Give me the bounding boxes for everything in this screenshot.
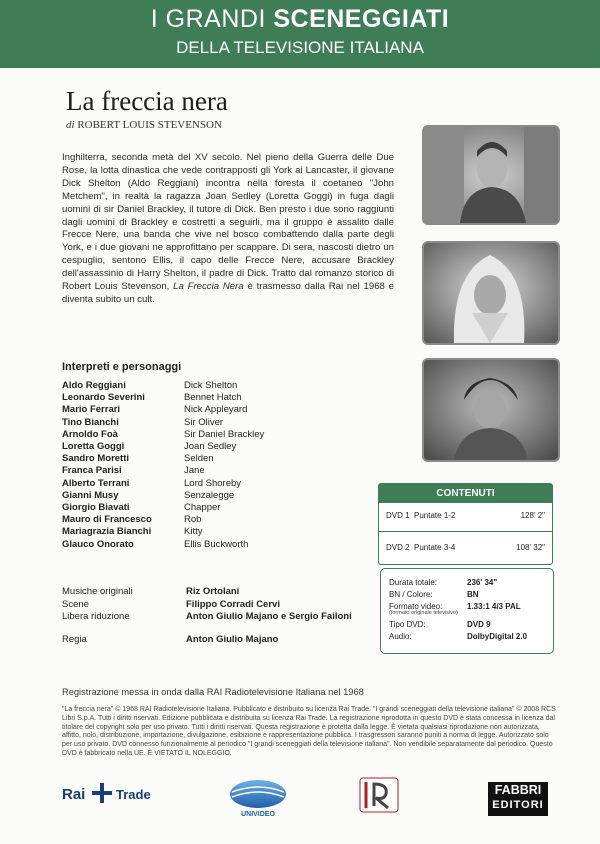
credit-row: [62, 611, 352, 624]
univideo-logo: [228, 778, 288, 818]
registration-note: Registrazione messa in onda dalla RAI Radiotelevisione Italiana nel 1968: [62, 687, 364, 697]
cast-character: Rob: [184, 514, 202, 526]
cast-actor: Mauro di Francesco: [62, 514, 152, 526]
spec-format: Formato video: 1.33:1 4/3 PAL: [389, 602, 521, 611]
cast-row: [62, 441, 264, 453]
cast-actor: Aldo Reggiani: [62, 380, 126, 391]
dvd-duration: 128' 2": [520, 511, 545, 520]
credit-name: Anton Giulio Majano e Sergio Failoni: [186, 611, 352, 623]
dvd-label: DVD 1: [386, 511, 410, 520]
cast-row: [62, 539, 264, 551]
series-title-thin: I GRANDI: [150, 5, 266, 33]
contents-heading: CONTENUTI: [379, 484, 552, 503]
cast-row: [62, 417, 264, 429]
cast-actor: Franca Parisi: [62, 465, 122, 477]
contents-box: [378, 483, 553, 565]
series-title-bold: SCENEGGIATI: [273, 5, 450, 33]
cast-actor: Glauco Onorato: [62, 538, 134, 550]
fabbri-text: FABBRI: [494, 783, 542, 797]
synopsis-italic-title: La Freccia Nera: [173, 281, 244, 293]
cast-heading: Interpreti e personaggi: [62, 361, 182, 373]
dvd-label: DVD 2: [386, 543, 410, 552]
cast-actor: Gianni Musy: [62, 489, 119, 501]
cast-actor: Arnoldo Foà: [62, 428, 118, 440]
cast-actor: Tino Bianchi: [62, 416, 119, 428]
spec-dvd-type: Tipo DVD: DVD 9: [389, 620, 491, 629]
spec-duration: Durata totale: 236' 34": [389, 578, 498, 587]
regia-name: Anton Giulio Majano: [186, 633, 279, 645]
cast-row: [62, 526, 264, 538]
cast-character: Sir Oliver: [184, 416, 224, 428]
cast-character: Kitty: [184, 526, 203, 538]
cast-row: [62, 404, 264, 416]
cast-character: Ellis Buckworth: [184, 538, 249, 550]
legal-notice: "La freccia nera" © 1968 RAI Radiotelevisione Italiana. Pubblicato e distribuito su licenza Rai Trade. "I grandi sceneggiati della televisione italiana" © 2008 RCS Libri S.p.A. Tutti i diritti riservati. Edizione pubblicata e distribuita su licenza Rai Trade. La registrazione riprodotta in questo DVD è stata concessa in licenza dal titolare del copyright solo per uso privato. Tutti i diritti riservati. Questa registrazione è protetta dalla legge. È vietata qualsiasi riproduzione non autorizzata, affitto, nolo, distribuzione, importazione, divulgazione, esibizione e rappresentazione pubblica. I trasgressori saranno puniti a norma di legge. Autorizzato solo per uso privato. DVD connesso funzionalmente al periodico "I grandi sceneggiati della televisione italiana". Non vendibile separatamente dal periodico. Questo DVD è fabbricato nella UE. È VIETATO IL NOLEGGIO.: [62, 706, 556, 757]
cast-character: Nick Appleyard: [184, 404, 248, 416]
trade-logo-text: Trade: [116, 787, 151, 802]
cast-character: Selden: [184, 453, 214, 465]
cast-actor: Sandro Moretti: [62, 453, 130, 465]
cast-character: Lord Shoreby: [184, 477, 242, 489]
cast-row: [62, 380, 264, 392]
dvd-row: [386, 543, 545, 552]
credit-row: [62, 599, 352, 612]
univideo-text: UNIVIDEO: [241, 811, 275, 818]
cast-row: [62, 502, 264, 514]
dvd-row: [386, 511, 545, 520]
cast-actor: Mario Ferrari: [62, 404, 121, 416]
video-editors-logo: [358, 776, 400, 814]
dvd-episodes: Puntate 3-4: [414, 543, 456, 552]
cast-actor: Loretta Goggi: [62, 441, 125, 453]
cast-row: [62, 465, 264, 477]
series-header: [0, 0, 600, 68]
cast-row: [62, 453, 264, 465]
rai-trade-logo: [62, 781, 170, 805]
dvd-divider: [379, 531, 552, 532]
cast-actor: Mariagrazia Bianchi: [62, 526, 152, 538]
credit-role: Scene: [62, 598, 89, 610]
still-photo-2: [422, 241, 560, 345]
series-subtitle: DELLA TELEVISIONE ITALIANA: [176, 38, 424, 57]
regia-role: Regia: [62, 633, 87, 645]
cast-row: [62, 514, 264, 526]
cast-character: Joan Sedley: [184, 441, 237, 453]
cast-row: [62, 490, 264, 502]
cast-character: Bennet Hatch: [184, 392, 242, 404]
synopsis: [62, 152, 394, 307]
cast-row: [62, 392, 264, 404]
fabbri-editori-logo: [488, 782, 548, 816]
cast-character: Jane: [184, 465, 205, 477]
spec-format-note: (formato originale televisivo): [389, 610, 458, 616]
tech-specs-box: [380, 568, 554, 654]
regia-row: [62, 634, 352, 647]
still-photo-1: [422, 125, 560, 225]
cast-actor: Alberto Terrani: [62, 477, 130, 489]
still-photo-3: [422, 358, 560, 462]
author-line: [66, 119, 222, 131]
cast-character: Sir Daniel Brackley: [184, 428, 265, 440]
dvd-duration: 108' 32": [516, 543, 545, 552]
cast-actor: Giorgio Biavati: [62, 502, 130, 514]
film-title: La freccia nera: [66, 86, 228, 116]
cast-character: Senzalegge: [184, 489, 235, 501]
cast-list: [62, 380, 264, 551]
spec-color: BN / Colore: BN: [389, 590, 479, 599]
credit-name: Riz Ortolani: [186, 586, 240, 597]
series-title: [0, 5, 600, 34]
credit-role: Musiche originali: [62, 586, 133, 597]
editori-text: EDITORI: [492, 799, 544, 811]
credit-role: Libera riduzione: [62, 611, 130, 623]
univideo-globe-icon: [230, 780, 286, 808]
credit-row: [62, 586, 352, 599]
cast-row: [62, 429, 264, 441]
author-name: ROBERT LOUIS STEVENSON: [77, 119, 222, 131]
cast-character: Chapper: [184, 502, 221, 514]
rai-logo-text: Rai: [62, 786, 86, 803]
cast-actor: Leonardo Severini: [62, 392, 145, 404]
synopsis-part1: Inghilterra, seconda metà del XV secolo. Nel pieno della Guerra delle Due Rose, la lotta dinastica che vede contrapposti gli York ai Lancaster, il giovane Dick Shelton (Aldo Reggiani) incontra nella foresta il coetaneo "John Metchem", in realtà la ragazza Joan Sedley (Loretta Goggi) in fuga dagli uomini di sir Daniel Brackley, il tutore di Dick. Ben presto i due sono raggiunti dagli uomini di Brackley e costretti a seguirli, ma il gruppo è assalito dalle Frecce Nere, una banda che vive nel bosco combattendo dalla parte degli York, e i due giovani ne approfittano per scappare. Di sera, nascosti dietro un cespuglio, sentono Ellis, il capo delle Frecce Nere, accusare Brackley dell'assassinio di Harry Shelton, il padre di Dick. Tratto dal romanzo storico di Robert Louis Stevenson,: [62, 152, 394, 293]
trade-cross-icon: [92, 783, 112, 803]
credit-name: Filippo Corradi Cervi: [186, 598, 280, 610]
crew-credits: [62, 586, 352, 646]
synopsis-part2: è trasmesso dalla Rai nel 1968 e diventa subito un cult.: [62, 281, 395, 305]
cast-row: [62, 478, 264, 490]
spec-audio: Audio: DolbyDigital 2.0: [389, 632, 528, 641]
author-prefix: di: [66, 119, 75, 131]
dvd-episodes: Puntate 1-2: [414, 511, 456, 520]
cast-character: Dick Shelton: [184, 380, 238, 391]
